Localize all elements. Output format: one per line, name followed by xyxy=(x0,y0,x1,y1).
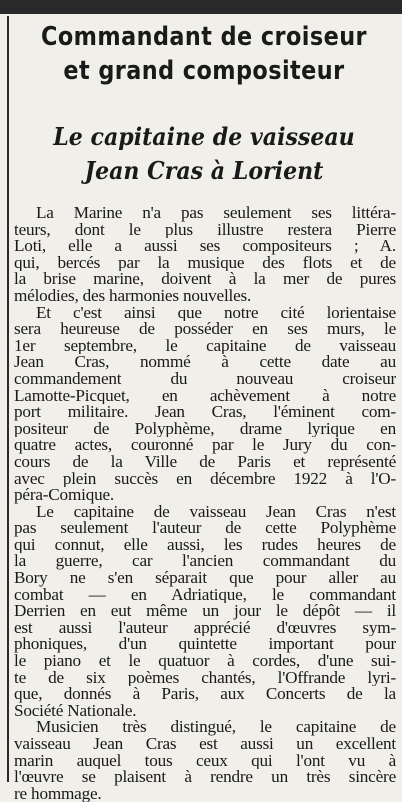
body-line: qui connut, elle aussi, les rudes heures de xyxy=(14,536,396,554)
body-line: combat — en Adriatique, le commandant xyxy=(14,586,396,604)
body-line: Le capitaine de vaisseau Jean Cras n'est xyxy=(36,503,396,521)
body-line: La Marine n'a pas seulement ses littéra- xyxy=(36,205,396,222)
body-line: Loti, elle a aussi ses compositeurs ; A. xyxy=(14,238,396,255)
body-line: Bory ne s'en séparait que pour aller au xyxy=(14,570,396,587)
body-line: vaisseau Jean Cras est aussi un excellent xyxy=(14,736,396,753)
body-line: commandement du nouveau croiseur xyxy=(14,370,396,388)
column-rule xyxy=(7,16,9,782)
body-line: mélodies, des harmonies nouvelles. xyxy=(14,287,252,305)
body-line: qui, bercés par la musique des flots et de xyxy=(14,254,396,272)
body-line: que, donnés à Paris, aux Concerts de la xyxy=(14,686,396,703)
body-line: la guerre, car l'ancien commandant du xyxy=(14,553,396,571)
body-line: Lamotte-Picquet, en achèvement à notre xyxy=(14,387,396,405)
body-line: marin auquel tous ceux qui l'ont vu à xyxy=(14,752,396,770)
body-line: positeur de Polyphème, drame lyrique en xyxy=(14,420,396,438)
headline-line-1: Commandant de croiseur xyxy=(40,22,367,52)
body-line: Et c'est ainsi que notre cité lorientaise xyxy=(36,304,396,322)
body-line: Derrien en eut même un jour le dépôt — il xyxy=(14,603,396,620)
body-line: le piano et le quatuor à cordes, d'une sui- xyxy=(14,653,396,670)
body-line: la brise marine, doivent à la mer de pures xyxy=(14,271,396,288)
body-line: pas seulement l'auteur de cette Polyphème xyxy=(14,520,396,537)
body-line: cours de la Ville de Paris et représenté xyxy=(14,453,396,471)
subheadline xyxy=(29,120,379,188)
body-line: re hommage. xyxy=(14,785,102,802)
body-line: avec plein succès en décembre 1922 à l'O- xyxy=(14,470,396,488)
body-line: te de six poèmes chantés, l'Offrande lyri- xyxy=(14,669,396,687)
body-line: l'œuvre se plaisent à rendre un très sincère xyxy=(14,769,396,786)
body-line: port militaire. Jean Cras, l'éminent com- xyxy=(14,404,396,421)
subheadline-line-1: Le capitaine de vaisseau xyxy=(53,122,355,151)
subheadline-line-2: Jean Cras à Lorient xyxy=(84,156,324,185)
body-line: péra-Comique. xyxy=(14,487,115,504)
body-line: sera heureuse de posséder en ses murs, le xyxy=(14,321,396,338)
body-line: Musicien très distingué, le capitaine de xyxy=(36,719,396,736)
headline-line-2: et grand compositeur xyxy=(63,56,345,86)
body-line: est aussi l'auteur apprécié d'œuvres sym- xyxy=(14,619,396,637)
body-line: phoniques, d'un quintette important pour xyxy=(14,636,396,654)
body-line: 1er septembre, le capitaine de vaisseau xyxy=(14,337,396,355)
headline xyxy=(41,20,368,88)
body-line: Société Nationale. xyxy=(14,702,137,720)
body-line: quatre actes, couronné par le Jury du con- xyxy=(14,437,396,454)
body-line: teurs, dont le plus illustre restera Pierre xyxy=(14,221,396,239)
body-line: Jean Cras, nommé à cette date au xyxy=(14,354,396,371)
article-body xyxy=(14,205,396,802)
